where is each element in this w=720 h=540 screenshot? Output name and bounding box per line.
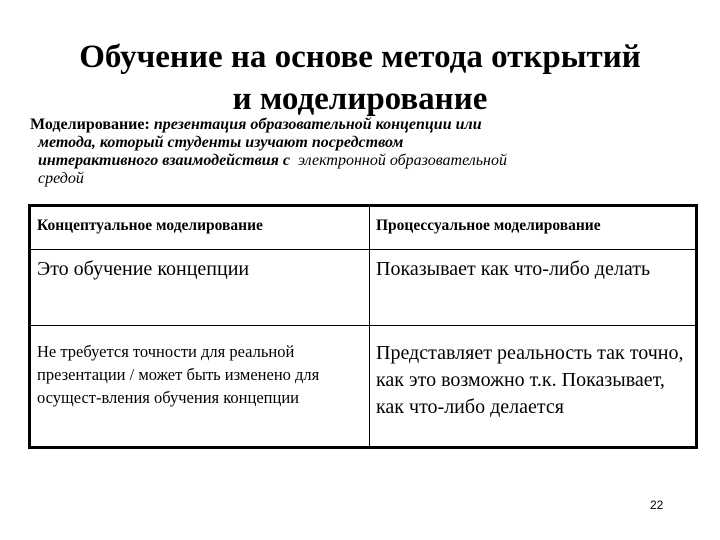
definition-term: Моделирование: [30,116,150,133]
slide-title-line-1: Обучение на основе метода открытий [79,39,641,75]
table-cell: Это обучение концепции [30,250,370,326]
definition-line-3 [30,152,700,170]
table-cell: Показывает как что-либо делать [370,250,697,326]
slide-title [0,36,720,120]
header-procedural: Процессуальное моделирование [370,206,697,250]
definition-text-3a: интерактивного взаимодействия с [38,152,290,169]
table-cell: Представляет реальность так точно, как это возможно т.к. Показывает, как что-либо делается [370,326,697,448]
definition-paragraph [30,116,700,188]
slide-title-line-2: и моделирование [232,81,488,117]
page-number: 22 [650,498,664,512]
definition-line-1 [30,116,700,134]
definition-line-2: метода, который студенты изучают посредством [38,134,404,151]
table-header-row [30,206,697,250]
table-cell: Не требуется точности для реальной презентации / может быть изменено для осущест-вления обучения концепции [30,326,370,448]
table-row [30,250,697,326]
definition-text-3b: электронной образовательной [298,152,507,169]
table-row [30,326,697,448]
definition-line-4: средой [38,170,84,187]
comparison-table [28,204,698,449]
header-conceptual: Концептуальное моделирование [30,206,370,250]
definition-text-1: презентация образовательной концепции или [153,116,482,133]
